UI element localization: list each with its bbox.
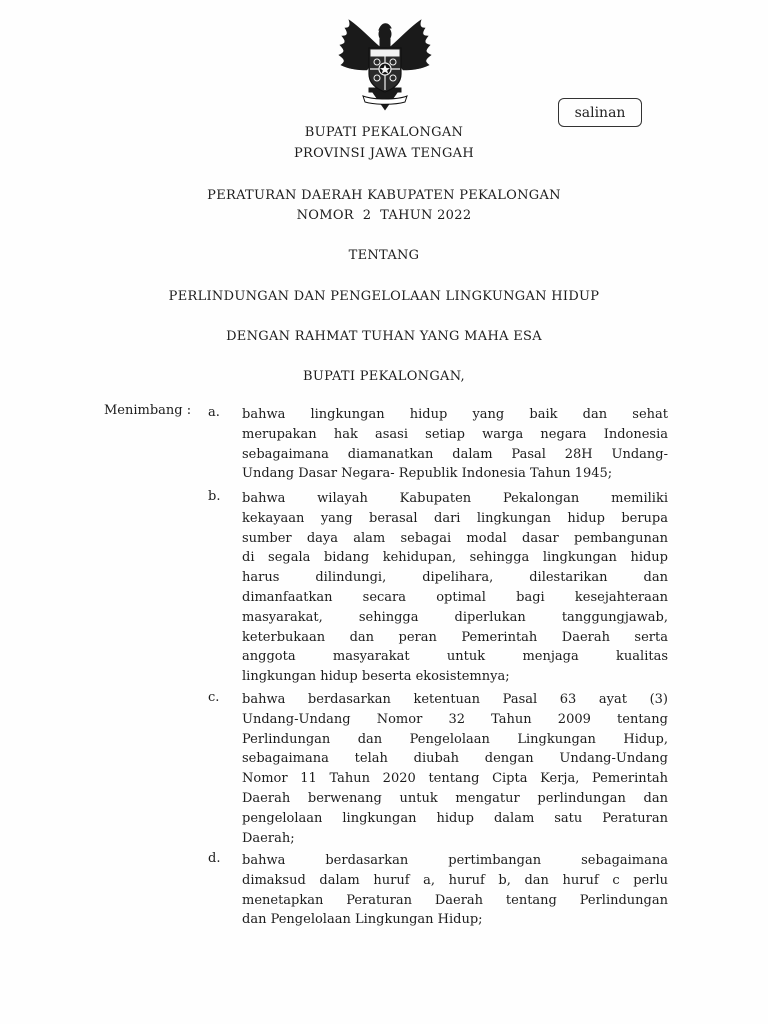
text-line: dimaksud dalam huruf a, huruf b, dan huruf c perlu bbox=[242, 872, 668, 888]
item-letter: b. bbox=[208, 489, 221, 504]
regulation-number: NOMOR 2 TAHUN 2022 bbox=[296, 208, 472, 223]
regulation-subject: PERLINDUNGAN DAN PENGELOLAAN LINGKUNGAN HIDUP bbox=[168, 289, 600, 304]
text-line: kekayaan yang berasal dari lingkungan hidup berupa bbox=[242, 510, 668, 526]
text-line: lingkungan hidup beserta ekosistemnya; bbox=[242, 669, 510, 685]
item-text bbox=[242, 405, 668, 484]
text-line: Daerah berwenang untuk mengatur perlindungan dan bbox=[242, 790, 668, 806]
item-letter: a. bbox=[208, 405, 220, 420]
text-line: bahwa berdasarkan pertimbangan sebagaimana bbox=[242, 853, 668, 868]
item-text bbox=[242, 851, 668, 930]
copy-stamp bbox=[558, 98, 642, 127]
text-line: bahwa berdasarkan ketentuan Pasal 63 ayat (3) bbox=[242, 692, 668, 707]
copy-stamp-label: salinan bbox=[574, 104, 626, 121]
text-line: menetapkan Peraturan Daerah tentang Perlindungan bbox=[242, 892, 668, 908]
text-line: anggota masyarakat untuk menjaga kualitas bbox=[242, 649, 668, 665]
text-line: dimanfaatkan secara optimal bagi kesejahteraan bbox=[242, 589, 668, 605]
text-line: dan Pengelolaan Lingkungan Hidup; bbox=[242, 912, 483, 928]
item-text bbox=[242, 690, 668, 848]
garuda-emblem-icon bbox=[333, 14, 437, 118]
office-title: BUPATI PEKALONGAN bbox=[304, 125, 464, 140]
text-line: Nomor 11 Tahun 2020 tentang Cipta Kerja, Pemerintah bbox=[242, 771, 668, 787]
text-line: bahwa lingkungan hidup yang baik dan sehat bbox=[242, 407, 668, 422]
about-label: TENTANG bbox=[348, 248, 420, 263]
item-letter: d. bbox=[208, 851, 221, 866]
regulation-title: PERATURAN DAERAH KABUPATEN PEKALONGAN bbox=[207, 188, 561, 203]
text-line: sumber daya alam sebagai modal dasar pembangunan bbox=[242, 530, 668, 546]
text-line: masyarakat, sehingga diperlukan tanggungjawab, bbox=[242, 609, 668, 625]
text-line: Undang-Undang Nomor 32 Tahun 2009 tentang bbox=[242, 711, 668, 727]
item-letter: c. bbox=[208, 690, 220, 705]
text-line: bahwa wilayah Kabupaten Pekalongan memiliki bbox=[242, 491, 668, 506]
text-line: Undang Dasar Negara- Republik Indonesia Tahun 1945; bbox=[242, 466, 613, 482]
text-line: sebagaimana telah diubah dengan Undang-Undang bbox=[242, 751, 668, 767]
text-line: merupakan hak asasi setiap warga negara Indonesia bbox=[242, 426, 668, 442]
province-title: PROVINSI JAWA TENGAH bbox=[294, 146, 474, 161]
text-line: di segala bidang kehidupan, sehingga lingkungan hidup bbox=[242, 550, 668, 566]
item-text bbox=[242, 489, 668, 687]
text-line: Perlindungan dan Pengelolaan Lingkungan Hidup, bbox=[242, 731, 668, 747]
text-line: pengelolaan lingkungan hidup dalam satu Peraturan bbox=[242, 810, 668, 826]
text-line: keterbukaan dan peran Pemerintah Daerah serta bbox=[242, 629, 668, 645]
issuer-line: BUPATI PEKALONGAN, bbox=[302, 369, 465, 384]
text-line: Daerah; bbox=[242, 830, 295, 846]
text-line: sebagaimana diamanatkan dalam Pasal 28H Undang- bbox=[242, 446, 668, 462]
text-line: harus dilindungi, dipelihara, dilestarikan dan bbox=[242, 570, 668, 586]
invocation-line: DENGAN RAHMAT TUHAN YANG MAHA ESA bbox=[226, 329, 542, 344]
considering-label: Menimbang : bbox=[104, 403, 192, 418]
